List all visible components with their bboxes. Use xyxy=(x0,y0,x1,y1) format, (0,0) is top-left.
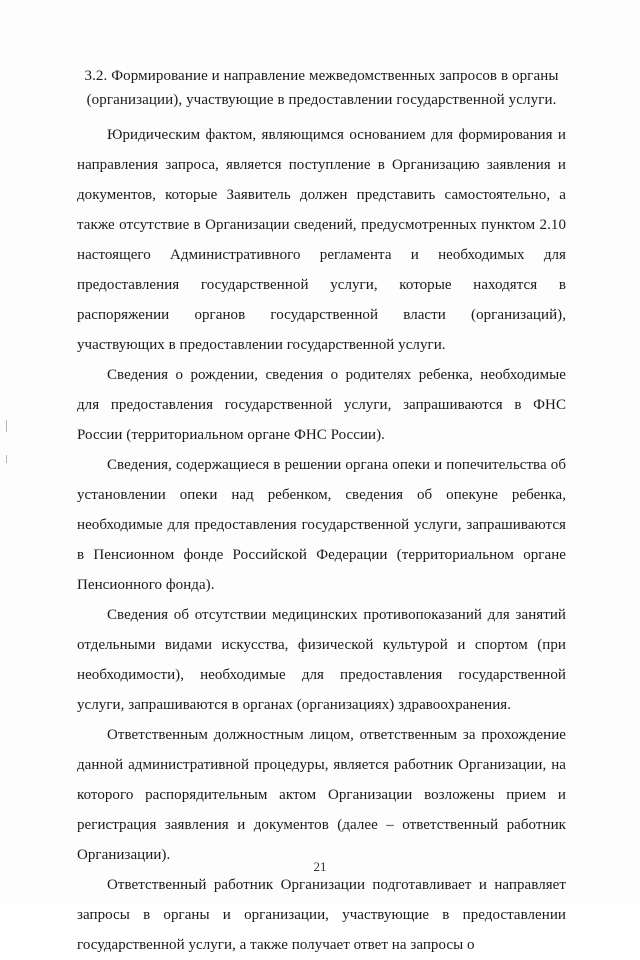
paragraph: Юридическим фактом, являющимся основанием для формирования и направления запроса, является поступление в Организацию заявления и документов, которые Заявитель должен представить самостоятельно, а также отсутствие в Организации сведений, предусмотренных пунктом 2.10 настоящего Административного регламента и необходимых для предоставления государственной услуги, которые находятся в распоряжении органов государственной власти (организаций), участвующих в предоставлении государственной услуги. xyxy=(77,127,566,353)
page-number: 21 xyxy=(313,859,327,874)
paragraph: Ответственный работник Организации подготавливает и направляет запросы в органы и организации, участвующие в предоставлении государственной услуги, а также получает ответ на запросы о xyxy=(77,877,566,953)
paragraph: Ответственным должностным лицом, ответственным за прохождение данной административной процедуры, является работник Организации, на которого распорядительным актом Организации возложены прием и регистрация заявления и документов (далее – ответственный работник Организации). xyxy=(77,727,566,863)
section-heading: 3.2. Формирование и направление межведомственных запросов в органы (организации), участвующие в предоставлении государственной услуги. xyxy=(84,68,559,108)
paragraph: Сведения о рождении, сведения о родителях ребенка, необходимые для предоставления государственной услуги, запрашиваются в ФНС России (территориальном органе ФНС России). xyxy=(77,367,566,443)
paragraph: Сведения, содержащиеся в решении органа опеки и попечительства об установлении опеки над ребенком, сведения об опекуне ребенка, необходимые для предоставления государственной услуги, запрашиваются в Пенсионном фонде Российской Федерации (территориальном органе Пенсионного фонда). xyxy=(77,457,566,593)
scan-edge-mark xyxy=(6,420,7,432)
scan-edge-mark xyxy=(6,455,7,463)
paragraph: Сведения об отсутствии медицинских противопоказаний для занятий отдельными видами искусства, физической культурой и спортом (при необходимости), необходимые для предоставления государственной услуги, запрашиваются в органах (организациях) здравоохранения. xyxy=(77,607,566,713)
document-body xyxy=(77,64,566,960)
